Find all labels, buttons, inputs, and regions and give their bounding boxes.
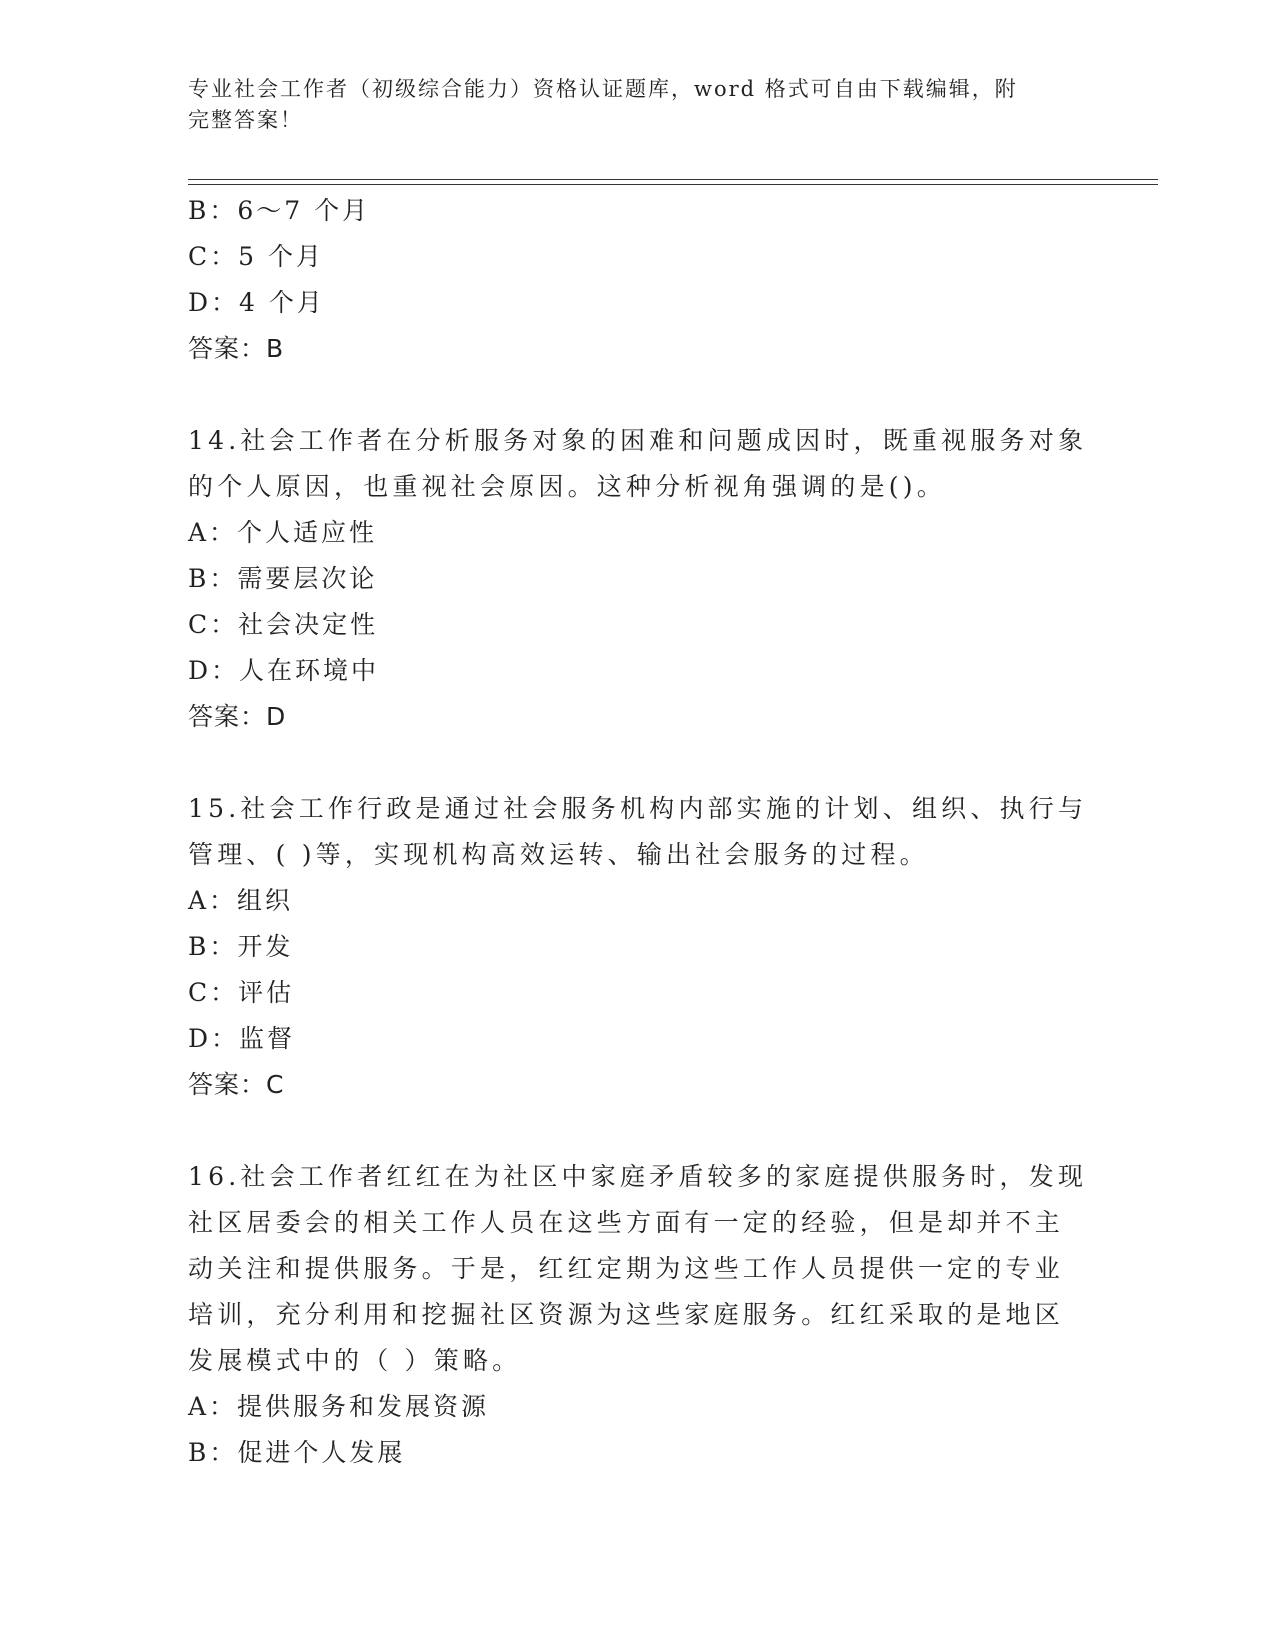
- option-a: A：提供服务和发展资源: [188, 1392, 490, 1421]
- option-b: B：需要层次论: [188, 564, 378, 593]
- header-line-2: 完整答案！: [188, 108, 303, 132]
- question-14: [188, 418, 1088, 740]
- stem-line: 14.社会工作者在分析服务对象的困难和问题成因时，既重视服务对象: [188, 426, 1088, 455]
- stem-line: 社区居委会的相关工作人员在这些方面有一定的经验，但是却并不主: [188, 1208, 1065, 1237]
- stem-line: 发展模式中的（ ）策略。: [188, 1346, 522, 1375]
- option-a: A：组织: [188, 886, 294, 915]
- question-stem: [188, 1154, 1088, 1384]
- question-stem: [188, 418, 1088, 510]
- option-c: C：评估: [188, 978, 295, 1007]
- question-15: [188, 786, 1088, 1108]
- option-c: C：5 个月: [188, 242, 324, 271]
- option-b: B：促进个人发展: [188, 1438, 406, 1467]
- question-13-tail: [188, 188, 1088, 372]
- header-divider-bottom: [188, 184, 1158, 185]
- stem-line: 管理、( )等，实现机构高效运转、输出社会服务的过程。: [188, 840, 929, 869]
- option-d: D：监督: [188, 1024, 296, 1053]
- option-b: B：开发: [188, 932, 294, 961]
- option-c: C：社会决定性: [188, 610, 379, 639]
- header-divider-top: [188, 179, 1158, 180]
- stem-line: 培训，充分利用和挖掘社区资源为这些家庭服务。红红采取的是地区: [188, 1300, 1065, 1329]
- header-line-1: 专业社会工作者（初级综合能力）资格认证题库，word 格式可自由下载编辑，附: [188, 77, 1018, 101]
- document-header: [188, 74, 1068, 136]
- question-list: [188, 188, 1088, 1476]
- stem-line: 动关注和提供服务。于是，红红定期为这些工作人员提供一定的专业: [188, 1254, 1065, 1283]
- option-d: D：4 个月: [188, 288, 325, 317]
- answer-line: 答案：C: [188, 1070, 285, 1099]
- option-d: D：人在环境中: [188, 656, 380, 685]
- question-16: [188, 1154, 1088, 1476]
- answer-line: 答案：D: [188, 702, 287, 731]
- option-a: A：个人适应性: [188, 518, 378, 547]
- stem-line: 15.社会工作行政是通过社会服务机构内部实施的计划、组织、执行与: [188, 794, 1088, 823]
- stem-line: 16.社会工作者红红在为社区中家庭矛盾较多的家庭提供服务时，发现: [188, 1162, 1088, 1191]
- option-b: B：6～7 个月: [188, 196, 371, 225]
- answer-line: 答案：B: [188, 334, 285, 363]
- question-stem: [188, 786, 1088, 878]
- stem-line: 的个人原因，也重视社会原因。这种分析视角强调的是()。: [188, 472, 946, 501]
